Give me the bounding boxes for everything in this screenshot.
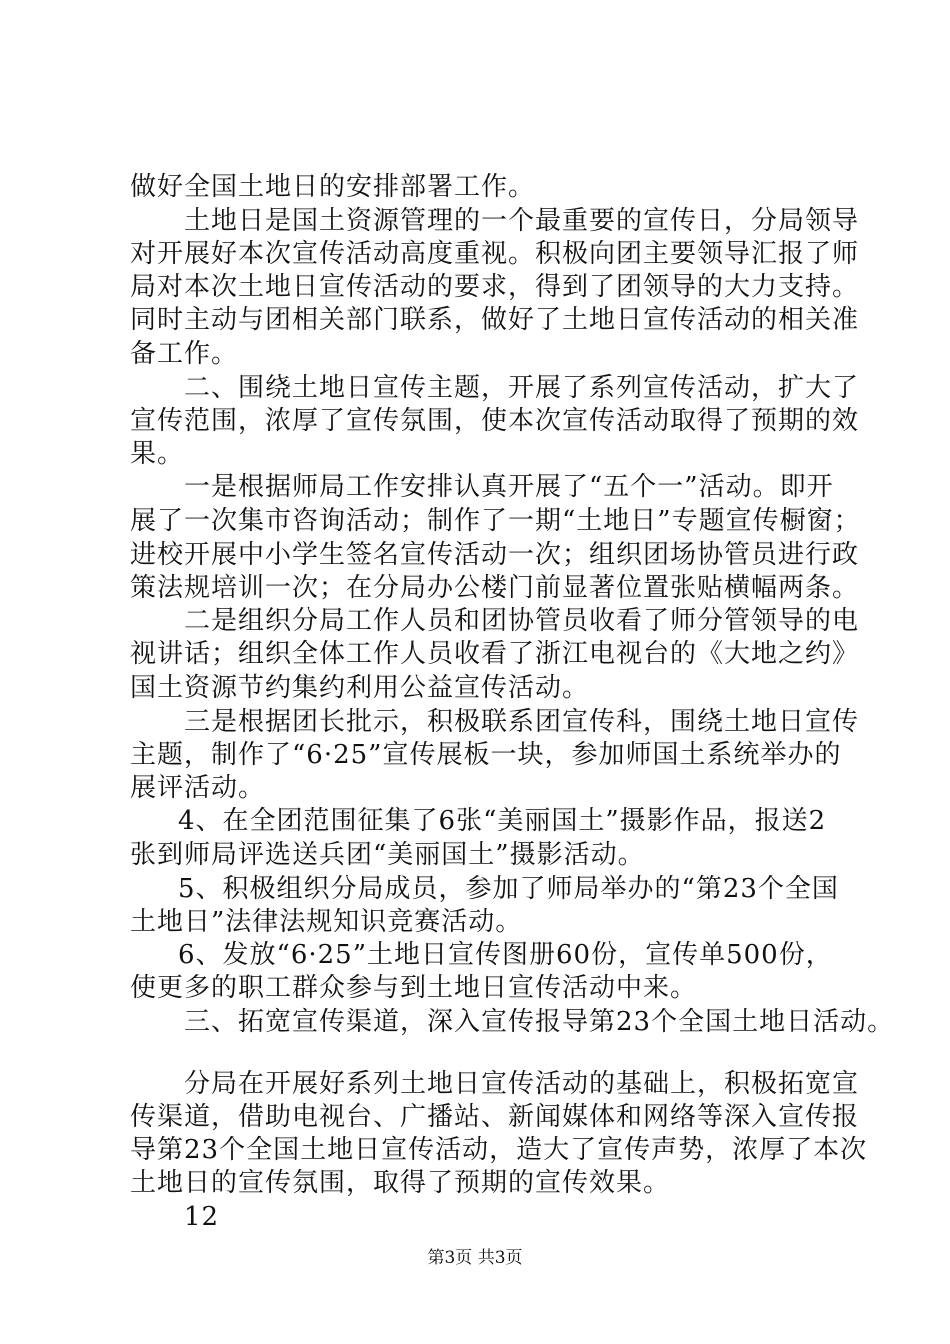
paragraph-line: 分局在开展好系列土地日宣传活动的基础上，积极拓宽宣 — [184, 1069, 860, 1099]
paragraph-line: 导第23个全国土地日宣传活动，造大了宣传声势，浓厚了本次 — [130, 1135, 868, 1165]
paragraph-line: 局对本次土地日宣传活动的要求，得到了团领导的大力支持。 — [130, 272, 860, 302]
section-heading: 二、围绕土地日宣传主题，开展了系列宣传活动，扩大了 — [184, 373, 860, 403]
paragraph-line: 对开展好本次宣传活动高度重视。积极向团主要领导汇报了师 — [130, 239, 860, 269]
paragraph-line: 土地日是国土资源管理的一个最重要的宣传日，分局领导 — [184, 206, 860, 236]
paragraph-line: 4、在全团范围征集了6张“美丽国土”摄影作品，报送2 — [178, 806, 827, 836]
paragraph-line: 同时主动与团相关部门联系，做好了土地日宣传活动的相关准 — [130, 305, 860, 335]
paragraph-line: 进校开展中小学生签名宣传活动一次；组织团场协管员进行政 — [130, 540, 860, 570]
paragraph-line: 主题，制作了“6·25”宣传展板一块，参加师国土系统举办的 — [130, 740, 842, 770]
paragraph-line: 策法规培训一次；在分局办公楼门前显著位置张贴横幅两条。 — [130, 573, 860, 603]
paragraph-line: 传渠道，借助电视台、广播站、新闻媒体和网络等深入宣传报 — [130, 1102, 860, 1132]
paragraph-line: 备工作。 — [130, 339, 239, 369]
page-footer: 第3页 共3页 — [427, 1248, 523, 1268]
section-heading: 三、拓宽宣传渠道，深入宣传报导第23个全国土地日活动。 — [184, 1007, 895, 1037]
paragraph-line: 土地日的宣传氛围，取得了预期的宣传效果。 — [130, 1168, 671, 1198]
paragraph-line: 展评活动。 — [130, 773, 266, 803]
paragraph-line: 土地日”法律法规知识竞赛活动。 — [130, 907, 523, 937]
paragraph-line: 三是根据团长批示，积极联系团宣传科，围绕土地日宣传 — [184, 707, 860, 737]
paragraph-line: 6、发放“6·25”土地日宣传图册60份，宣传单500份， — [178, 940, 833, 970]
paragraph-line: 一是根据师局工作安排认真开展了“五个一”活动。即开 — [184, 472, 834, 502]
paragraph-line: 张到师局评选送兵团“美丽国土”摄影活动。 — [130, 840, 645, 870]
paragraph-line: 展了一次集市咨询活动；制作了一期“土地日”专题宣传橱窗； — [130, 506, 861, 536]
paragraph-line: 做好全国土地日的安排部署工作。 — [130, 172, 536, 202]
paragraph-line: 5、积极组织分局成员，参加了师局举办的“第23个全国 — [178, 874, 839, 904]
paragraph-line: 二是组织分局工作人员和团协管员收看了师分管领导的电 — [184, 606, 860, 636]
paragraph-line: 12 — [184, 1202, 220, 1232]
paragraph-line: 使更多的职工群众参与到土地日宣传活动中来。 — [130, 973, 698, 1003]
paragraph-line: 果。 — [130, 439, 185, 469]
paragraph-line: 国土资源节约集约利用公益宣传活动。 — [130, 673, 590, 703]
paragraph-line: 视讲话；组织全体工作人员收看了浙江电视台的《大地之约》 — [130, 639, 860, 669]
paragraph-line: 宣传范围，浓厚了宣传氛围，使本次宣传活动取得了预期的效 — [130, 406, 860, 436]
